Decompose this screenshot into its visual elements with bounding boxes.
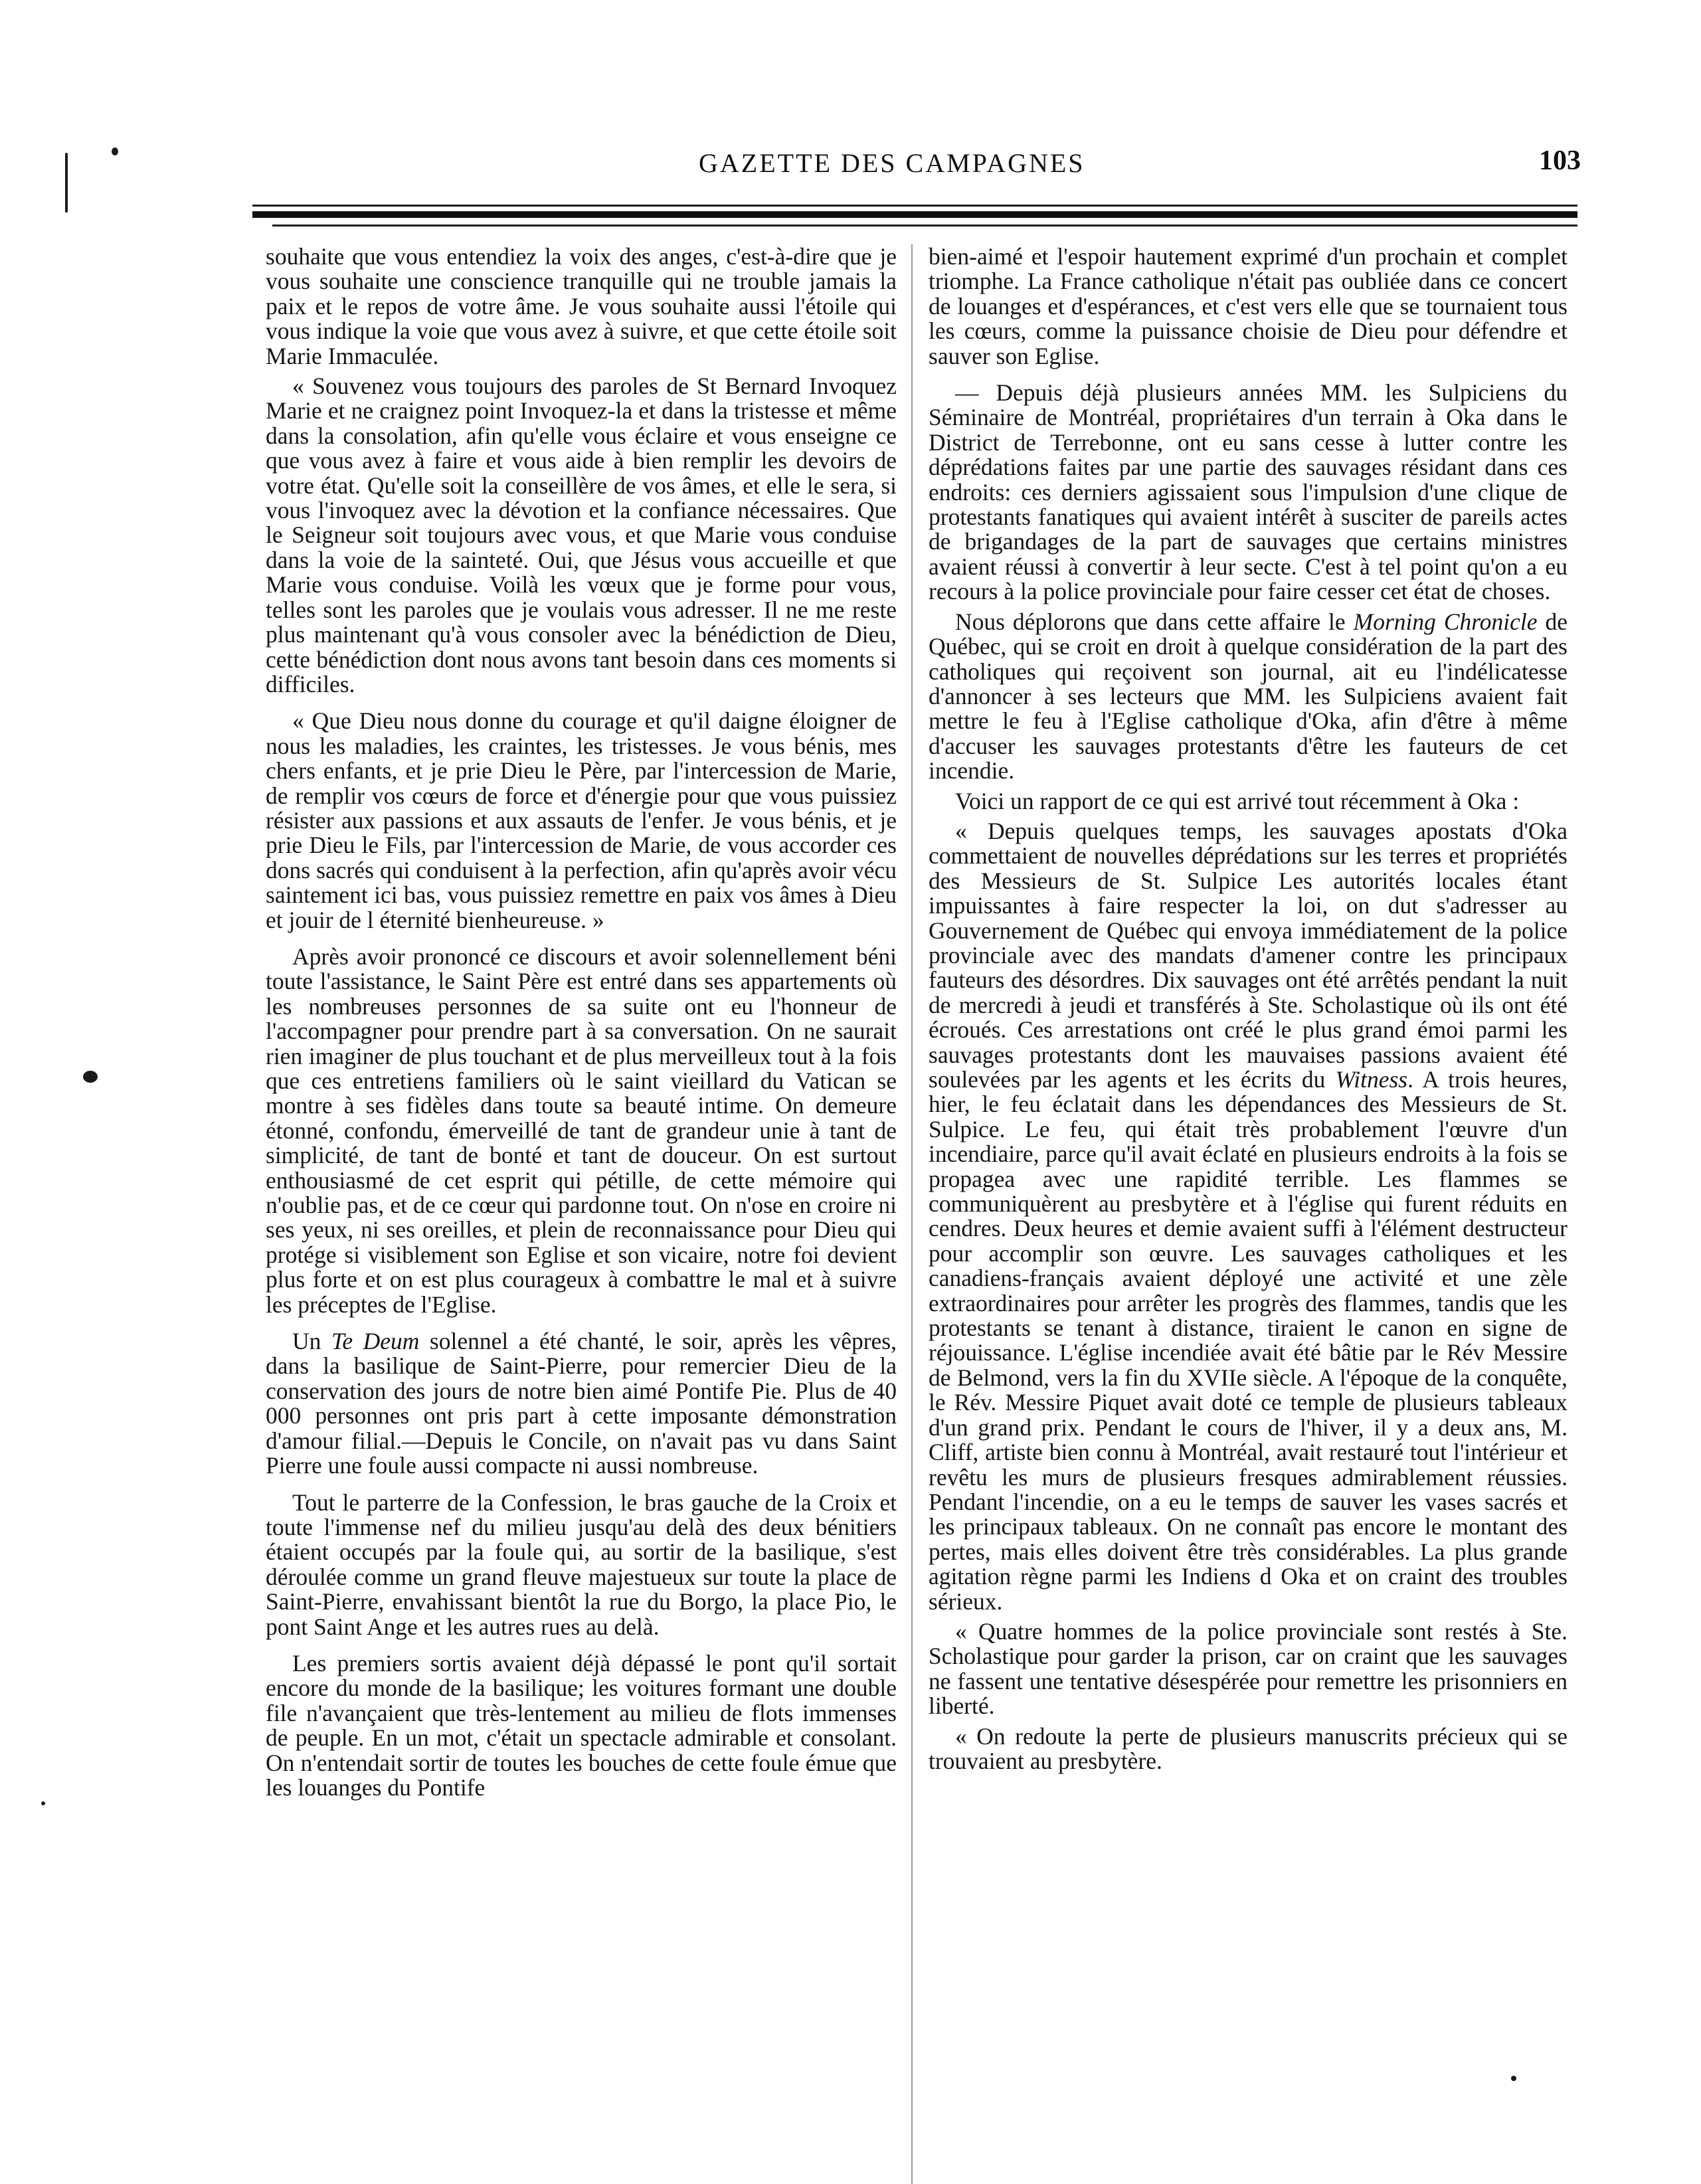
scan-speck: [83, 1071, 98, 1083]
chronicle-italic: Morning Chronicle: [1353, 608, 1538, 635]
right-paragraph-6: « Quatre hommes de la police provinciale sont restés à Ste. Scholastique pour garder la prison, car on craint que les sauvages ne fassent une tentative désespérée pour remettre les prisonniers en liberté.: [929, 1617, 1567, 1720]
right-column: [929, 244, 1567, 1779]
right-paragraph-5: [929, 819, 1567, 1614]
page-header: [252, 147, 1581, 187]
left-column: [266, 244, 897, 1805]
left-paragraph-3: « Que Dieu nous donne du courage et qu'il daigne éloigner de nous les maladies, les craintes, les tristesses. Je vous bénis, mes chers enfants, et je prie Dieu le Père, par l'intercession de Marie, de remplir vos cœurs de force et d'énergie pour que vous puissiez résister aux passions et aux assauts de l'enfer. Je vous bénis, et je prie Dieu le Fils, par l'intercession de Marie, de vous accorder ces dons sacrés qui conduisent à la perfection, afin qu'après avoir vécu saintement ici bas, vous puissiez remettre en paix vos âmes à Dieu et jouir de l éternité bienheureuse. »: [266, 707, 897, 933]
header-rule-top: [252, 205, 1577, 207]
left-paragraph-2: « Souvenez vous toujours des paroles de St Bernard Invoquez Marie et ne craignez point Invoquez-la et dans la tristesse et même dans la consolation, afin qu'elle vous éclaire et vous enseigne ce que vous avez à faire et vous aide à bien remplir les devoirs de votre état. Qu'elle soit la conseillère de vos âmes, et elle le sera, si vous l'invoquez avec la dévotion et la confiance nécessaires. Que le Seigneur soit toujours avec vous, et que Marie vous conduise dans la voie de la sainteté. Oui, que Jésus vous accueille et que Marie vous conduise. Voilà les vœux que je forme pour vous, telles sont les paroles que je voulais vous adresser. Il ne me reste plus maintenant qu'à vous consoler avec la bénédiction de Dieu, cette bénédiction dont nous avons tant besoin dans ces moments si difficiles.: [266, 373, 897, 697]
scan-speck: [41, 1801, 45, 1805]
right-paragraph-4: Voici un rapport de ce qui est arrivé tout récemment à Oka :: [955, 787, 1520, 814]
report-rest: . A trois heures, hier, le feu éclatait dans les dépendances des Messieurs de St. Sulpice. Le feu, qui était très probablement l'œuvre d'un incendiaire, parce qu'il avait éclaté en plusieurs endroits à la fois se propagea avec une rapidité terrible. Les flammes se communiquèrent au presbytère et à l'église qui furent réduits en cendres. Deux heures et demie avaient suffi à l'élément destructeur pour accomplir son œuvre. Les sauvages catholiques et les canadiens-français avaient déployé une activité et une zèle extraordinaires pour arrêter les progrès des flammes, tandis que les protestants se tenant à distance, tiraient le canon en signe de réjouissance. L'église incendiée avait été bâtie par le Rév Messire de Belmond, vers la fin du XVIIe siècle. A l'époque de la conquête, le Rév. Messire Piquet avait doté ce temple de plusieurs tableaux d'un grand prix. Pendant le cours de l'hiver, il y a deux ans, M. Cliff, artiste bien connu à Montréal, avait restauré tout l'intérieur et revêtu les murs de plusieurs fresques admirablement réussies. Pendant l'incendie, on a eu le temps de sauver les vases sacrés et les principaux tableaux. On ne connaît pas encore le montant des pertes, mais elles doivent être très considérables. La plus grande agitation règne parmi les Indiens d Oka et on craint des troubles sérieux.: [929, 1066, 1568, 1615]
right-paragraph-1: bien-aimé et l'espoir hautement exprimé d'un prochain et complet triomphe. La France catholique n'était pas oubliée dans ce concert de louanges et d'espérances, et c'est vers elle que se tournaient tous les cœurs, comme la puissance choisie de Dieu pour défendre et sauver son Eglise.: [929, 243, 1567, 369]
running-title: GAZETTE DES CAMPAGNES: [699, 148, 1085, 178]
left-paragraph-7: Les premiers sortis avaient déjà dépassé le pont qu'il sortait encore du monde de la basilique; les voitures formant une double file n'avançaient que très-lentement au milieu de flots immenses de peuple. En un mot, c'était un spectacle admirable et consolant. On n'entendait sortir de toutes les bouches de cette foule émue que les louanges du Pontife: [266, 1649, 897, 1801]
chronicle-prefix: Nous déplorons que dans cette affaire le: [955, 608, 1354, 635]
te-deum-italic: Te Deum: [331, 1328, 420, 1355]
column-divider: [911, 244, 913, 2184]
right-paragraph-3: [929, 610, 1567, 784]
page-number: 103: [1539, 145, 1581, 176]
scan-speck: [65, 153, 68, 213]
scan-speck: [1511, 2076, 1516, 2081]
te-deum-prefix: Un: [292, 1328, 331, 1355]
chronicle-rest: de Québec, qui se croit en droit à quelque considération de la part des catholiques qui reçoivent son journal, ait eu l'indélicatesse d'annoncer à ses lecteurs que MM. les Sulpiciens avaient fait mettre le feu à l'Eglise catholique d'Oka, afin d'être à même d'accuser les sauvages protestants d'être les fauteurs de cet incendie.: [929, 608, 1568, 784]
header-rule-thick: [252, 211, 1577, 218]
witness-italic: Witness: [1335, 1066, 1408, 1093]
report-prefix: « Depuis quelques temps, les sauvages apostats d'Oka commettaient de nouvelles déprédations sur les terres et propriétés des Messieurs de St. Sulpice Les autorités locales étant impuissantes à faire respecter la loi, on dut s'adresser au Gouvernement de Québec qui envoya immédiatement de la police provinciale avec des mandats d'amener contre les principaux fauteurs des désordres. Dix sauvages ont été arrêtés pendant la nuit de mercredi à jeudi et transférés à Ste. Scholastique où ils ont été écroués. Ces arrestations ont créé le plus grand émoi parmi les sauvages protestants dont les mauvaises passions avaient été soulevées par les agents et les écrits du: [929, 817, 1567, 1093]
left-paragraph-5: [266, 1329, 897, 1478]
right-paragraph-7: « On redoute la perte de plusieurs manuscrits précieux qui se trouvaient au presbytère.: [929, 1722, 1567, 1774]
scan-speck: [112, 147, 118, 155]
left-paragraph-1: souhaite que vous entendiez la voix des anges, c'est-à-dire que je vous souhaite une conscience tranquille qui ne trouble jamais la paix et le repos de votre âme. Je vous souhaite aussi l'étoile qui vous indique la voie que vous avez à suivre, et que cette étoile soit Marie Immaculée.: [266, 243, 897, 369]
header-rule-bottom: [272, 225, 1577, 227]
right-paragraph-2: — Depuis déjà plusieurs années MM. les Sulpiciens du Séminaire de Montréal, propriétaires d'un terrain à Oka dans le District de Terrebonne, ont eu sans cesse à lutter contre les déprédations faites par une partie des sauvages résidant dans ces endroits: ces derniers agissaient sous l'impulsion d'une clique de protestants fanatiques qui avaient intérêt à susciter de pareils actes de brigandages de la part de sauvages que certains ministres avaient réussi à convertir à leur secte. C'est à tel point qu'on a eu recours à la police provinciale pour faire cesser cet état de choses.: [929, 379, 1567, 605]
left-paragraph-4: Après avoir prononcé ce discours et avoir solennellement béni toute l'assistance, le Saint Père est entré dans ses appartements où les nombreuses personnes de sa suite ont eu l'honneur de l'accompagner pour prendre part à sa conversation. On ne saurait rien imaginer de plus touchant et de plus merveilleux tout à la fois que ces entretiens familiers où le saint vieillard du Vatican se montre à ses fidèles dans toute sa beauté intime. On demeure étonné, confondu, émerveillé de tant de grandeur unie à tant de simplicité, de tant de bonté et tant de douceur. On est surtout enthousiasmé de cet esprit qui pétille, de cette mémoire qui n'oublie pas, et de ce cœur qui pardonne tout. On n'ose en croire ni ses yeux, ni ses oreilles, et plein de reconnaissance pour Dieu qui protége si visiblement son Eglise et son vicaire, notre foi devient plus forte et on est plus courageux à combattre le mal et à suivre les préceptes de l'Eglise.: [266, 943, 897, 1318]
te-deum-rest: solennel a été chanté, le soir, après les vêpres, dans la basilique de Saint-Pierre, pour remercier Dieu de la conservation des jours de notre bien aimé Pontife Pie. Plus de 40 000 personnes ont pris part à cette imposante démonstration d'amour filial.—Depuis le Concile, on n'avait pas vu dans Saint Pierre une foule aussi compacte ni aussi nombreuse.: [266, 1328, 897, 1479]
left-paragraph-6: Tout le parterre de la Confession, le bras gauche de la Croix et toute l'immense nef du milieu jusqu'au delà des deux bénitiers étaient occupés par la foule qui, au sortir de la basilique, s'est déroulée comme un grand fleuve majestueux sur toute la place de Saint-Pierre, envahissant bientôt la rue du Borgo, la place Pio, le pont Saint Ange et les autres rues au delà.: [266, 1489, 897, 1640]
